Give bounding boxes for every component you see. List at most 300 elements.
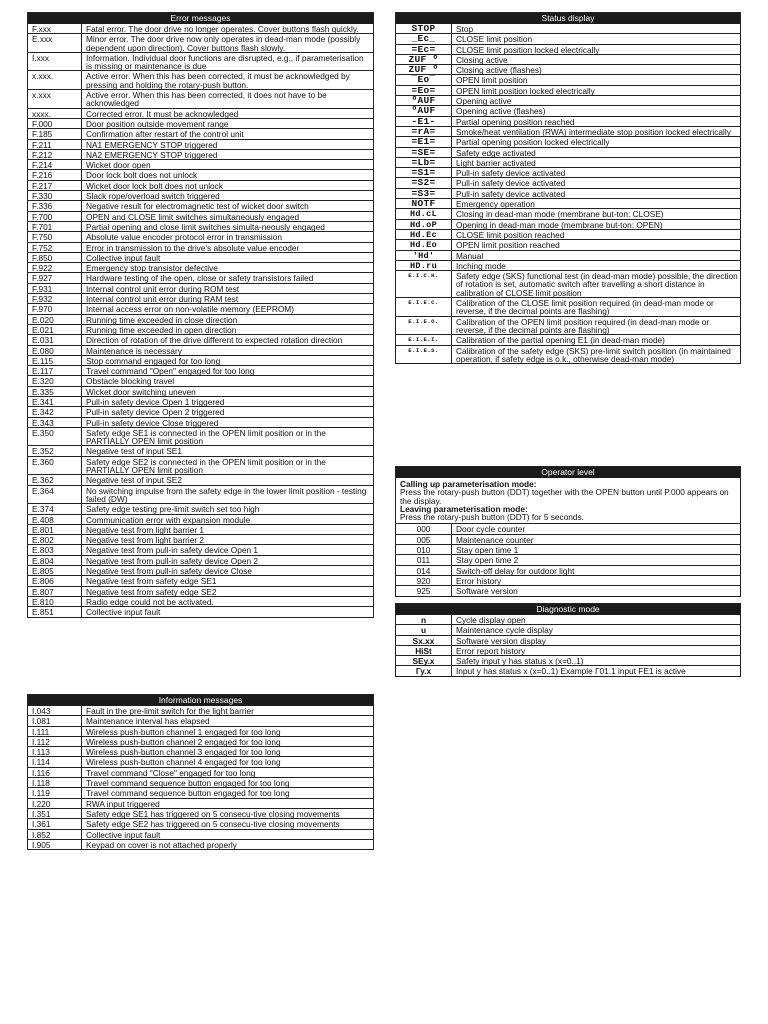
row-code: Гу.х (396, 666, 452, 675)
table-row (28, 334, 373, 344)
row-code: n (396, 615, 452, 624)
row-description: Active error. When this has been corrected, it does not have to be acknowledged (86, 90, 327, 109)
row-code: xxxx. (28, 109, 82, 118)
table-row (396, 645, 740, 655)
row-description: Error in transmission to the drive's absolute value encoder (86, 242, 300, 253)
row-code: F.211 (28, 140, 82, 149)
row-code: 011 (396, 555, 452, 564)
table-row (28, 829, 373, 839)
row-code: 920 (396, 576, 452, 585)
row-code: STOP (396, 24, 452, 33)
table-row (28, 149, 373, 159)
row-description: Calibration of the partial opening E1 (in dead-man mode) (456, 335, 665, 346)
row-code: E.341 (28, 397, 82, 406)
row-code: F.922 (28, 263, 82, 272)
row-code: E.802 (28, 535, 82, 544)
row-code: F.336 (28, 201, 82, 210)
table-row (396, 116, 740, 126)
row-description: Pull-in safety device activated (456, 168, 566, 179)
table-row (28, 231, 373, 241)
row-code: I.113 (28, 747, 82, 756)
information-messages-title: Information messages (28, 695, 373, 706)
row-description: Fault in the pre-limit switch for the light barrier (86, 706, 254, 716)
row-description: Door lock bolt does not unlock (86, 170, 198, 181)
table-row (396, 554, 740, 564)
row-description: Maintenance counter (456, 534, 534, 545)
row-code: E.I.C.H. (396, 271, 452, 297)
row-description: Pull-in safety device activated (456, 178, 566, 189)
row-code: I.xxx (28, 53, 82, 71)
row-code: E.408 (28, 515, 82, 524)
error-messages-table (27, 12, 374, 618)
table-row (396, 334, 740, 344)
row-code: I.081 (28, 716, 82, 725)
table-row (28, 70, 373, 89)
row-description: Absolute value encoder protocol error in transmission (86, 232, 282, 243)
row-description: Opening in dead-man mode (membrane but-ton: OPEN) (456, 219, 663, 230)
row-code: F.000 (28, 119, 82, 128)
row-description: Partial opening position reached (456, 116, 575, 127)
leaving-text: Press the rotary-push button (DDT) for 5 seconds. (400, 512, 584, 523)
row-code: -E1- (396, 117, 452, 126)
row-code: F.185 (28, 129, 82, 138)
table-row (28, 575, 373, 585)
row-code: E.350 (28, 428, 82, 446)
row-description: Partial opening and close limit switches simulta-neously engaged (86, 221, 325, 232)
row-description: Direction of rotation of the drive different to expected rotation direction (86, 335, 343, 346)
row-description: Confirmation after restart of the control unit (86, 129, 244, 140)
row-code: E.364 (28, 486, 82, 504)
table-row (28, 445, 373, 455)
row-code: E.360 (28, 457, 82, 475)
row-description: Partial opening position locked electrically (456, 137, 610, 148)
table-row (396, 177, 740, 187)
row-description: Hardware testing of the open, close or safety transistors failed (86, 273, 314, 284)
row-description: Software version display (456, 635, 546, 646)
table-row (28, 746, 373, 756)
row-description: Running time exceeded in close direction (86, 314, 238, 325)
row-description: Maintenance is necessary (86, 345, 182, 356)
row-code: E.810 (28, 597, 82, 606)
row-code: I.905 (28, 840, 82, 849)
row-description: Safety edge SE2 has triggered on 5 consecu-tive closing movements (86, 819, 340, 830)
table-row (396, 24, 740, 33)
row-description: Negative test from safety edge SE1 (86, 576, 217, 587)
table-row (28, 375, 373, 385)
table-row (396, 297, 740, 316)
row-description: Slack rope/overload switch triggered (86, 191, 220, 202)
row-description: Communication error with expansion module (86, 514, 251, 525)
row-code: =S2= (396, 178, 452, 187)
row-description: Negative test of input SE2 (86, 475, 182, 486)
table-row (28, 818, 373, 828)
row-description: Travel command sequence button engaged for too long (86, 778, 290, 789)
table-row (396, 655, 740, 665)
row-code: u (396, 625, 452, 634)
row-description: Stop (456, 24, 474, 34)
row-description: No switching impulse from the safety edge in the lower limit position - testing failed (DW) (86, 485, 367, 504)
row-description: Collective input fault (86, 252, 161, 263)
table-row (28, 272, 373, 282)
row-code: F.330 (28, 191, 82, 200)
table-row (28, 706, 373, 715)
row-code: x.xxx. (28, 71, 82, 89)
table-row (28, 190, 373, 200)
error-messages-rows (28, 24, 373, 617)
row-description: Emergency operation (456, 199, 535, 210)
row-description: Error history (456, 575, 502, 586)
table-row (28, 756, 373, 766)
row-description: Running time exceeded in open direction (86, 324, 237, 335)
table-row (28, 427, 373, 446)
row-code: I.118 (28, 778, 82, 787)
calling-up-title: Calling up parameterisation mode: (400, 479, 537, 489)
diagnostic-mode-rows (396, 615, 740, 676)
table-row (396, 229, 740, 239)
table-row (396, 524, 740, 533)
row-code: _Ec_ (396, 34, 452, 43)
row-code: SEy.x (396, 656, 452, 665)
leaving-title: Leaving parameterisation mode: (400, 503, 528, 514)
row-description: Switch-off delay for outdoor light (456, 565, 575, 576)
row-description: Safety edge SE1 is connected in the OPEN limit position or in the PARTIALLY OPEN limit position (86, 427, 326, 447)
row-description: Travel command "Open" engaged for too long (86, 366, 255, 377)
row-description: Safety edge testing pre-limit switch set too high (86, 504, 260, 515)
row-code: 925 (396, 586, 452, 595)
row-description: Door cycle counter (456, 524, 526, 535)
table-row (28, 355, 373, 365)
row-code: F.700 (28, 212, 82, 221)
row-code: I.114 (28, 757, 82, 766)
row-description: Calibration of the CLOSE limit position required (in dead-man mode or reverse, if the decimal points are flashing) (456, 298, 714, 317)
row-description: OPEN and CLOSE limit switches simultaneously engaged (86, 211, 300, 222)
row-description: Wireless push-button channel 3 engaged for too long (86, 747, 281, 758)
row-code: E.I.E.S. (396, 346, 452, 364)
table-row (396, 157, 740, 167)
operator-level-title: Operator level (396, 467, 740, 478)
table-row (396, 136, 740, 146)
row-description: Stay open time 2 (456, 555, 519, 566)
table-row (396, 167, 740, 177)
table-row (28, 798, 373, 808)
status-display-title: Status display (396, 13, 740, 24)
row-description: Negative test of input SE1 (86, 446, 182, 457)
table-row (28, 417, 373, 427)
table-row (28, 524, 373, 534)
table-row (28, 169, 373, 179)
row-code: E.804 (28, 556, 82, 565)
row-description: Safety edge SE2 is connected in the OPEN limit position or in the PARTIALLY OPEN limit position (86, 456, 326, 476)
row-code: I.043 (28, 706, 82, 715)
row-description: Stop command engaged for too long (86, 355, 221, 366)
row-code: F.212 (28, 150, 82, 159)
row-description: Cycle display open (456, 615, 526, 625)
row-description: Travel command "Close" engaged for too long (86, 767, 256, 778)
row-code: I.361 (28, 819, 82, 828)
row-code: ºAUF (396, 96, 452, 105)
row-code: 005 (396, 535, 452, 544)
row-description: Light barrier activated (456, 157, 536, 168)
row-code: E.I.E.C. (396, 298, 452, 316)
table-row (28, 808, 373, 818)
row-description: Smoke/heat ventilation (RWA) intermediate stop position locked electrically (456, 126, 731, 137)
table-row (396, 208, 740, 218)
row-description: Information. Individual door functions are disrupted, e.g., if parameterisation is missing or maintenance is due (86, 52, 364, 72)
row-code: F.931 (28, 284, 82, 293)
row-code: F.850 (28, 253, 82, 262)
row-code: I.220 (28, 799, 82, 808)
table-row (396, 126, 740, 136)
operator-level-rows (396, 524, 740, 595)
row-code: 000 (396, 524, 452, 533)
table-row (28, 406, 373, 416)
row-description: Negative test from pull-in safety device Open 2 (86, 555, 259, 566)
row-description: Opening active (456, 96, 512, 107)
row-description: Pull-in safety device Open 1 triggered (86, 396, 225, 407)
row-code: F.750 (28, 232, 82, 241)
status-display-rows (396, 24, 740, 363)
table-row (396, 316, 740, 335)
row-code: F.217 (28, 181, 82, 190)
row-code: E.335 (28, 387, 82, 396)
row-code: E.080 (28, 346, 82, 355)
row-description: Inching mode (456, 260, 506, 271)
row-code: 'Hd' (396, 251, 452, 260)
row-code: =SE= (396, 148, 452, 157)
row-description: Safety input y has status x (x=0..1) (456, 656, 584, 667)
table-row (396, 33, 740, 43)
information-messages-rows (28, 706, 373, 849)
row-code: Hd.oP (396, 220, 452, 229)
table-row (396, 105, 740, 115)
row-description: Door position outside movement range (86, 118, 229, 129)
row-description: Pull-in safety device activated (456, 188, 566, 199)
table-row (396, 665, 740, 675)
row-description: OPEN limit position locked electrically (456, 85, 595, 96)
table-row (396, 635, 740, 645)
row-code: x.xxx (28, 90, 82, 108)
table-row (28, 767, 373, 777)
table-row (28, 52, 373, 71)
table-row (28, 565, 373, 575)
row-code: E.803 (28, 545, 82, 554)
row-description: Internal control unit error during RAM test (86, 294, 239, 305)
row-description: Closing active (456, 54, 508, 65)
table-row (396, 260, 740, 270)
table-row (28, 252, 373, 262)
row-description: Negative test from pull-in safety device Close (86, 566, 253, 577)
table-row (28, 544, 373, 554)
calling-up-text: Press the rotary-push button (DDT) together with the OPEN button until P.000 appears on the display. (400, 487, 729, 506)
table-row (396, 85, 740, 95)
table-row (28, 128, 373, 138)
table-row (28, 839, 373, 849)
row-description: CLOSE limit position (456, 34, 533, 45)
row-code: =rA= (396, 127, 452, 136)
table-row (396, 250, 740, 260)
row-code: Sx.xx (396, 636, 452, 645)
row-description: Closing active (flashes) (456, 65, 542, 76)
row-code: F.752 (28, 243, 82, 252)
table-row (28, 24, 373, 33)
row-code: I.116 (28, 768, 82, 777)
operator-level-table (395, 466, 741, 597)
row-description: Corrected error. It must be acknowledged (86, 108, 239, 119)
row-description: Radio edge could not be activated. (86, 596, 214, 607)
row-description: Wireless push-button channel 4 engaged for too long (86, 757, 281, 768)
row-code: Hd.cL (396, 209, 452, 218)
table-row (396, 345, 740, 364)
row-description: Negative test from pull-in safety device Open 1 (86, 545, 259, 556)
table-row (28, 200, 373, 210)
row-description: Software version (456, 586, 518, 597)
table-row (28, 365, 373, 375)
operator-level-instructions (396, 478, 740, 524)
table-row (28, 456, 373, 475)
row-code: I.351 (28, 809, 82, 818)
table-row (28, 242, 373, 252)
row-code: I.852 (28, 830, 82, 839)
row-code: 014 (396, 566, 452, 575)
information-messages-table (27, 694, 374, 850)
row-code: E.807 (28, 587, 82, 596)
table-row (396, 198, 740, 208)
table-row (28, 555, 373, 565)
table-row (28, 787, 373, 797)
table-row (396, 64, 740, 74)
table-row (28, 715, 373, 725)
table-row (28, 586, 373, 596)
table-row (28, 596, 373, 606)
table-row (28, 139, 373, 149)
table-row (28, 221, 373, 231)
row-code: Hd.Ec (396, 230, 452, 239)
row-code: =Eo= (396, 86, 452, 95)
table-row (396, 44, 740, 54)
table-row (28, 293, 373, 303)
row-description: Safety edge (SKS) functional test (in dead-man mode) possible, the direction of rotation is set, automatic switch after travelling a short distance in calibration of CLOSE limit position (456, 271, 738, 298)
row-description: Wicket door lock bolt does not unlock (86, 180, 223, 191)
row-description: Negative test from safety edge SE2 (86, 586, 217, 597)
table-row (396, 615, 740, 624)
table-row (28, 89, 373, 108)
row-description: Negative test from light barrier 1 (86, 524, 205, 535)
row-description: Travel command sequence button engaged for too long (86, 788, 290, 799)
row-description: Fatal error. The door drive no longer operates. Cover buttons flash quickly. (86, 24, 359, 34)
row-code: E.374 (28, 504, 82, 513)
row-description: Wicket door switching uneven (86, 386, 196, 397)
row-description: NA1 EMERGENCY STOP triggered (86, 139, 218, 150)
table-row (396, 54, 740, 64)
table-row (396, 575, 740, 585)
row-code: F.927 (28, 273, 82, 282)
row-code: =S3= (396, 189, 452, 198)
row-description: Obstacle blocking travel (86, 376, 175, 387)
table-row (28, 33, 373, 52)
table-row (28, 503, 373, 513)
row-description: Input y has status x (x=0..1) Example Г01.1 input FE1 is active (456, 666, 686, 677)
row-description: Wicket door open (86, 160, 151, 171)
table-row (396, 188, 740, 198)
error-messages-title: Error messages (28, 13, 373, 24)
row-code: =Lb= (396, 158, 452, 167)
table-row (28, 474, 373, 484)
table-row (28, 777, 373, 787)
row-code: E.343 (28, 418, 82, 427)
row-description: OPEN limit position reached (456, 240, 560, 251)
table-row (28, 108, 373, 118)
row-code: ºAUF (396, 106, 452, 115)
row-code: E.320 (28, 376, 82, 385)
row-description: Opening active (flashes) (456, 106, 546, 117)
row-description: Calibration of the safety edge (SKS) pre-limit switch position (in maintained operation, if safety edge is o.k., otherwise dead-man mode) (456, 345, 731, 364)
row-code: E.352 (28, 446, 82, 455)
table-row (28, 262, 373, 272)
row-code: HD.ru (396, 261, 452, 270)
table-row (28, 118, 373, 128)
status-display-table (395, 12, 741, 364)
row-code: =S1= (396, 168, 452, 177)
table-row (396, 534, 740, 544)
row-description: Emergency stop transistor defective (86, 263, 218, 274)
row-description: NA2 EMERGENCY STOP triggered (86, 149, 218, 160)
table-row (396, 219, 740, 229)
row-description: Closing in dead-man mode (membrane but-ton: CLOSE) (456, 209, 664, 220)
row-code: =E1= (396, 137, 452, 146)
row-code: E.801 (28, 525, 82, 534)
row-code: F.970 (28, 304, 82, 313)
row-description: Minor error. The door drive now only operates in dead-man mode (possibly dependent upon direction). Cover buttons flash slowly. (86, 34, 361, 53)
row-code: F.932 (28, 294, 82, 303)
row-description: Pull-in safety device Open 2 triggered (86, 407, 225, 418)
row-description: Internal control unit error during ROM test (86, 283, 240, 294)
table-row (28, 534, 373, 544)
row-description: Maintenance interval has elapsed (86, 716, 210, 727)
row-code: E.342 (28, 407, 82, 416)
table-row (28, 314, 373, 324)
row-description: Internal access error on non-volatile memory (EEPROM) (86, 304, 294, 315)
table-row (28, 514, 373, 524)
row-description: Active error. When this has been corrected, it must be acknowledged by pressing and holding the rotary-push button. (86, 71, 350, 90)
row-code: F.214 (28, 160, 82, 169)
table-row (28, 736, 373, 746)
table-row (396, 585, 740, 595)
table-row (396, 147, 740, 157)
row-description: Wireless push-button channel 1 engaged for too long (86, 726, 281, 737)
table-row (396, 544, 740, 554)
row-code: E.I.E.O. (396, 317, 452, 335)
row-description: Maintenance cycle display (456, 625, 553, 636)
row-description: Calibration of the OPEN limit position required (in dead-man mode or reverse, if the decimal points are flashing) (456, 316, 710, 335)
row-code: E.021 (28, 325, 82, 334)
row-code: E.851 (28, 607, 82, 616)
row-description: RWA input triggered (86, 798, 160, 809)
row-code: I.111 (28, 727, 82, 736)
row-description: Collective input fault (86, 829, 161, 840)
table-row (396, 565, 740, 575)
table-row (28, 396, 373, 406)
row-code: E.805 (28, 566, 82, 575)
table-row (28, 606, 373, 616)
row-description: CLOSE limit position locked electrically (456, 44, 600, 55)
table-row (396, 95, 740, 105)
row-description: Stay open time 1 (456, 545, 519, 556)
table-row (28, 180, 373, 190)
row-description: Safety edge activated (456, 147, 536, 158)
row-description: Manual (456, 250, 484, 261)
row-description: Safety edge SE1 has triggered on 5 consecu-tive closing movements (86, 808, 340, 819)
table-row (28, 386, 373, 396)
